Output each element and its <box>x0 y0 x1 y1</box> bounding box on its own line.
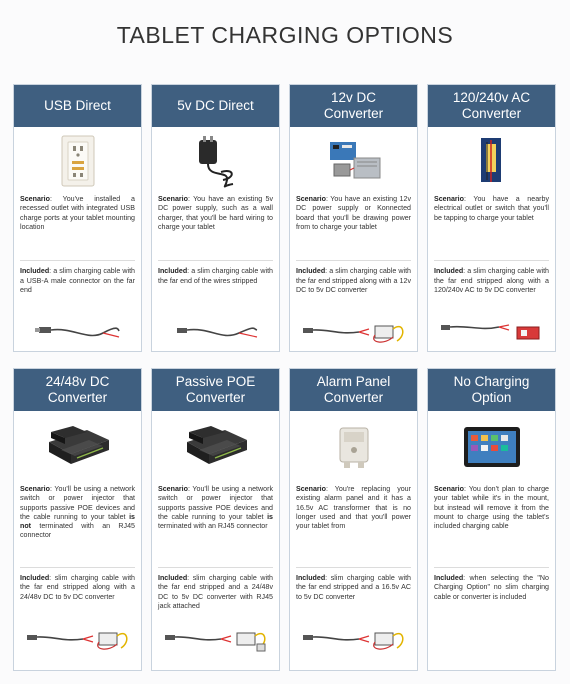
divider <box>20 260 135 261</box>
card-header: Passive POE Converter <box>152 369 279 411</box>
included-text: Included: a slim charging cable with the far end stripped along with a 12v DC to 5v DC converter <box>296 267 411 295</box>
scenario-text: Scenario: You're replacing your existing alarm panel and it has a 16.5v AC transformer that is no longer used and that you'll power your tablet from <box>296 485 411 531</box>
included-text: Included: slim charging cable with the far end stripped and a 16.5v AC to 5v DC converter <box>296 574 411 601</box>
scenario-text: Scenario: You've installed a recessed outlet with integrated USB charge ports at your tablet mounting location <box>20 195 135 231</box>
option-card-alarm-panel-converter <box>289 368 418 671</box>
network-switch-icon <box>14 411 141 485</box>
included-text: Included: a slim charging cable with the far end of the wires stripped <box>158 267 273 285</box>
included-text: Included: when selecting the "No Charging Option" no slim charging cable or converter is included <box>434 574 549 601</box>
divider <box>158 567 273 568</box>
option-card-24-48v-dc-converter <box>13 368 142 671</box>
transformer-icon <box>290 411 417 485</box>
card-header: 12v DC Converter <box>290 85 417 127</box>
card-header: No Charging Option <box>428 369 555 411</box>
converter-cable-icon <box>14 620 141 658</box>
option-card-no-charging-option <box>427 368 556 671</box>
included-text: Included: slim charging cable with the far end stripped and a 24/48v DC to 5v DC converter with RJ45 jack attached <box>158 574 273 610</box>
scenario-text: Scenario: You have an existing 12v DC power supply or Konnected board that you'll be drawing power from to charge your tablet <box>296 195 411 231</box>
scenario-text: Scenario: You'll be using a network switch or power injector that supports passive POE devices and the cable running to your tablet is terminated with an RJ45 connector <box>158 485 273 531</box>
power-supply-board-icon <box>290 127 417 195</box>
scenario-text: Scenario: You have an existing 5v DC power supply, such as a wall charger, that you'll be hard wiring to charge your tablet <box>158 195 273 231</box>
divider <box>296 567 411 568</box>
converter-cable-icon <box>290 313 417 351</box>
usb-cable-icon <box>14 313 141 351</box>
network-switch-icon <box>152 411 279 485</box>
tablet-icon <box>428 411 555 485</box>
scenario-text: Scenario: You have a nearby electrical outlet or switch that you'll be tapping to charge your tablet <box>434 195 549 222</box>
divider <box>20 567 135 568</box>
ac-converter-cable-icon <box>428 313 555 351</box>
scenario-text: Scenario: You'll be using a network switch or power injector that supports passive POE devices and the cable running to your tablet is not terminated with an RJ45 connector <box>20 485 135 540</box>
option-card-passive-poe-converter <box>151 368 280 671</box>
page-title: TABLET CHARGING OPTIONS <box>116 22 454 48</box>
included-text: Included: a slim charging cable with a USB-A male connector on the far end <box>20 267 135 295</box>
usb-outlet-icon <box>14 127 141 195</box>
converter-cable-icon <box>290 620 417 658</box>
included-text: Included: slim charging cable with the far end stripped along with a 24/48v DC to 5v DC converter <box>20 574 135 601</box>
wall-charger-icon <box>152 127 279 195</box>
option-card-5v-dc-direct <box>151 84 280 352</box>
card-header: 5v DC Direct <box>152 85 279 127</box>
option-card-usb-direct <box>13 84 142 352</box>
divider <box>296 260 411 261</box>
options-grid <box>13 84 556 671</box>
option-card-120-240v-ac-converter <box>427 84 556 352</box>
card-header: 120/240v AC Converter <box>428 85 555 127</box>
card-header: USB Direct <box>14 85 141 127</box>
card-header: 24/48v DC Converter <box>14 369 141 411</box>
electrical-box-icon <box>428 127 555 195</box>
card-header: Alarm Panel Converter <box>290 369 417 411</box>
rj45-converter-cable-icon <box>152 620 279 658</box>
divider <box>434 567 549 568</box>
no-cable-placeholder <box>428 620 555 658</box>
scenario-text: Scenario: You don't plan to charge your tablet while it's in the mount, but instead will remove it from the mount to charge using the tablet's included charging cable <box>434 485 549 531</box>
stripped-cable-icon <box>152 313 279 351</box>
option-card-12v-dc-converter <box>289 84 418 352</box>
divider <box>434 260 549 261</box>
included-text: Included: a slim charging cable with the far end stripped along with a 120/240v AC to 5v DC converter <box>434 267 549 295</box>
divider <box>158 260 273 261</box>
